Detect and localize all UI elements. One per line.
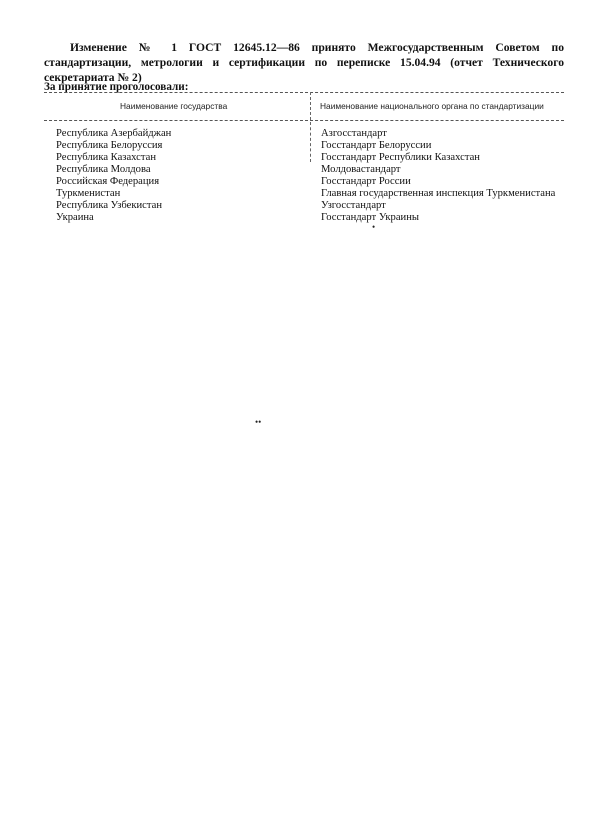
- national-body-cell: Главная государственная инспекция Туркменистана: [321, 188, 556, 199]
- table-row: [44, 164, 574, 176]
- amendment-heading: Изменение № 1 ГОСТ 12645.12—86 принято Межгосударственным Советом по стандартизации, метрологии и сертификации по переписке 15.04.94 (отчет Технического секретариата № 2): [44, 41, 564, 84]
- scan-speck-mark: ••: [255, 417, 262, 427]
- table-row: [44, 128, 574, 140]
- national-body-cell: Госстандарт Белоруссии: [321, 140, 432, 151]
- table-header-rule: [44, 120, 564, 121]
- table-row: [44, 212, 574, 224]
- state-cell: Республика Белоруссия: [56, 140, 163, 151]
- state-cell: Республика Азербайджан: [56, 128, 172, 139]
- table-row: [44, 188, 574, 200]
- voting-subheading: За принятие проголосовали:: [44, 81, 189, 93]
- table-row: [44, 140, 574, 152]
- state-cell: Республика Молдова: [56, 164, 151, 175]
- state-cell: Российская Федерация: [56, 176, 160, 187]
- national-body-cell: Госстандарт Республики Казахстан: [321, 152, 480, 163]
- table-row: [44, 152, 574, 164]
- table-row: [44, 200, 574, 212]
- national-body-cell: Молдовастандарт: [321, 164, 401, 175]
- table-top-rule: [44, 92, 564, 93]
- national-body-cell: Узгосстандарт: [321, 200, 386, 211]
- state-cell: Туркменистан: [56, 188, 121, 199]
- table-row: [44, 176, 574, 188]
- scan-speck-mark: •: [372, 222, 376, 232]
- column-header-national-body: Наименование национального органа по стандартизации: [320, 101, 544, 111]
- state-cell: Украина: [56, 212, 94, 223]
- national-body-cell: Азгосстандарт: [321, 128, 387, 139]
- national-body-cell: Госстандарт Украины: [321, 212, 419, 223]
- national-body-cell: Госстандарт России: [321, 176, 411, 187]
- table-body: [44, 128, 574, 224]
- state-cell: Республика Казахстан: [56, 152, 157, 163]
- header-column-separator: [310, 92, 311, 120]
- state-cell: Республика Узбекистан: [56, 200, 163, 211]
- column-header-state: Наименование государства: [120, 101, 228, 111]
